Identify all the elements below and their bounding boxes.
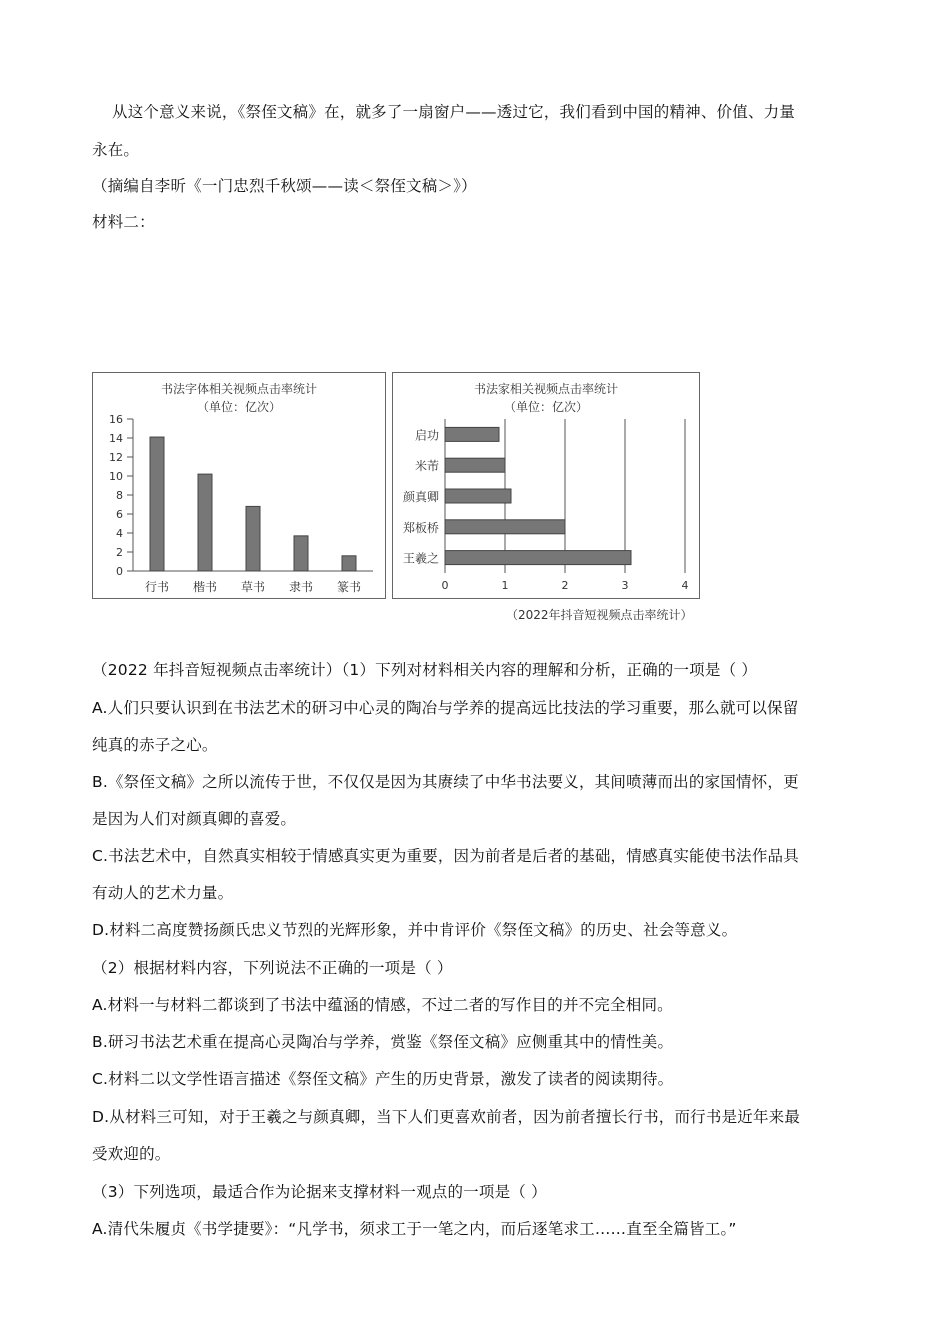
option-text: 受欢迎的。 xyxy=(92,1145,171,1163)
chart-font-styles xyxy=(92,372,386,599)
x-tick-label: 行书 xyxy=(144,580,170,594)
chart-font-styles-svg xyxy=(93,373,385,598)
y-tick-label: 10 xyxy=(109,470,123,483)
x-tick-label: 草书 xyxy=(240,580,266,594)
x-tick-label: 0 xyxy=(441,579,449,592)
option-text: A.材料一与材料二都谈到了书法中蕴涵的情感，不过二者的写作目的并不完全相同。 xyxy=(92,996,673,1014)
bar xyxy=(445,458,505,472)
y-tick-label: 2 xyxy=(116,546,123,559)
option-text: D.材料二高度赞扬颜氏忠义节烈的光辉形象，并中肯评价《祭侄文稿》的历史、社会等意义。 xyxy=(92,921,738,939)
source-citation: （摘编自李昕《一门忠烈千秋颂——读＜祭侄文稿＞》） xyxy=(92,177,477,195)
bar xyxy=(445,551,631,565)
y-tick-label: 0 xyxy=(116,565,123,578)
question-stem: （2）根据材料内容，下列说法不正确的一项是（ ） xyxy=(92,959,453,977)
bar xyxy=(342,556,356,571)
y-tick-label: 王羲之 xyxy=(402,551,439,566)
bar xyxy=(150,437,164,571)
x-tick-label: 3 xyxy=(621,579,629,592)
option-text: C.材料二以文学性语言描述《祭侄文稿》产生的历史背景，激发了读者的阅读期待。 xyxy=(92,1070,674,1088)
y-tick-label: 8 xyxy=(116,489,123,502)
y-tick-label: 16 xyxy=(109,413,123,426)
y-tick-label: 12 xyxy=(109,451,123,464)
chart-calligraphers xyxy=(392,372,700,599)
option-text: 有动人的艺术力量。 xyxy=(92,884,234,902)
bar xyxy=(246,506,260,571)
option-text: A.清代朱履贞《书学捷要》：“凡学书，须求工于一笔之内，而后逐笔求工……直至全篇皆工。” xyxy=(92,1220,737,1238)
chart-subtitle: （单位：亿次） xyxy=(503,400,589,414)
option-text: D.从材料三可知，对于王羲之与颜真卿，当下人们更喜欢前者，因为前者擅长行书，而行书是近年来最 xyxy=(92,1108,801,1126)
bar xyxy=(198,474,212,571)
question-stem: （2022 年抖音短视频点击率统计）（1）下列对材料相关内容的理解和分析，正确的一项是（ ） xyxy=(92,661,758,679)
chart-caption: （2022年抖音短视频点击率统计） xyxy=(506,608,693,622)
chart-calligraphers-svg xyxy=(393,373,699,598)
y-tick-label: 启功 xyxy=(414,428,439,443)
y-tick-label: 颜真卿 xyxy=(402,490,439,504)
x-tick-label: 4 xyxy=(681,579,689,592)
x-tick-label: 1 xyxy=(501,579,509,592)
bar xyxy=(445,427,499,441)
material-heading: 材料二： xyxy=(92,213,155,231)
chart-title: 书法字体相关视频点击率统计 xyxy=(160,382,318,396)
option-text: C.书法艺术中，自然真实相较于情感真实更为重要，因为前者是后者的基础，情感真实能使书法作品具 xyxy=(92,847,799,865)
bar xyxy=(445,520,565,534)
paragraph-line: 永在。 xyxy=(92,141,140,159)
x-tick-label: 2 xyxy=(561,579,569,592)
chart-title: 书法家相关视频点击率统计 xyxy=(473,382,619,396)
x-tick-label: 篆书 xyxy=(336,580,362,594)
option-text: A.人们只要认识到在书法艺术的研习中心灵的陶冶与学养的提高远比技法的学习重要，那么就可以保留 xyxy=(92,699,799,717)
y-tick-label: 14 xyxy=(109,432,123,445)
x-tick-label: 楷书 xyxy=(192,580,218,594)
option-text: B.研习书法艺术重在提高心灵陶冶与学养，赏鉴《祭侄文稿》应侧重其中的情性美。 xyxy=(92,1033,674,1051)
chart-subtitle: （单位：亿次） xyxy=(196,400,282,414)
paragraph-line: 从这个意义来说，《祭侄文稿》在，就多了一扇窗户——透过它，我们看到中国的精神、价值、力量 xyxy=(112,103,796,121)
bar xyxy=(445,489,511,503)
y-tick-label: 4 xyxy=(116,527,123,540)
y-tick-label: 6 xyxy=(116,508,123,521)
option-text: B.《祭侄文稿》之所以流传于世，不仅仅是因为其赓续了中华书法要义，其间喷薄而出的家国情怀，更 xyxy=(92,773,799,791)
y-tick-label: 郑板桥 xyxy=(402,520,439,535)
question-stem: （3）下列选项，最适合作为论据来支撑材料一观点的一项是（ ） xyxy=(92,1183,547,1201)
option-text: 是因为人们对颜真卿的喜爱。 xyxy=(92,810,297,828)
option-text: 纯真的赤子之心。 xyxy=(92,736,218,754)
y-tick-label: 米芾 xyxy=(414,459,439,474)
bar xyxy=(294,536,308,571)
x-tick-label: 隶书 xyxy=(288,580,314,594)
